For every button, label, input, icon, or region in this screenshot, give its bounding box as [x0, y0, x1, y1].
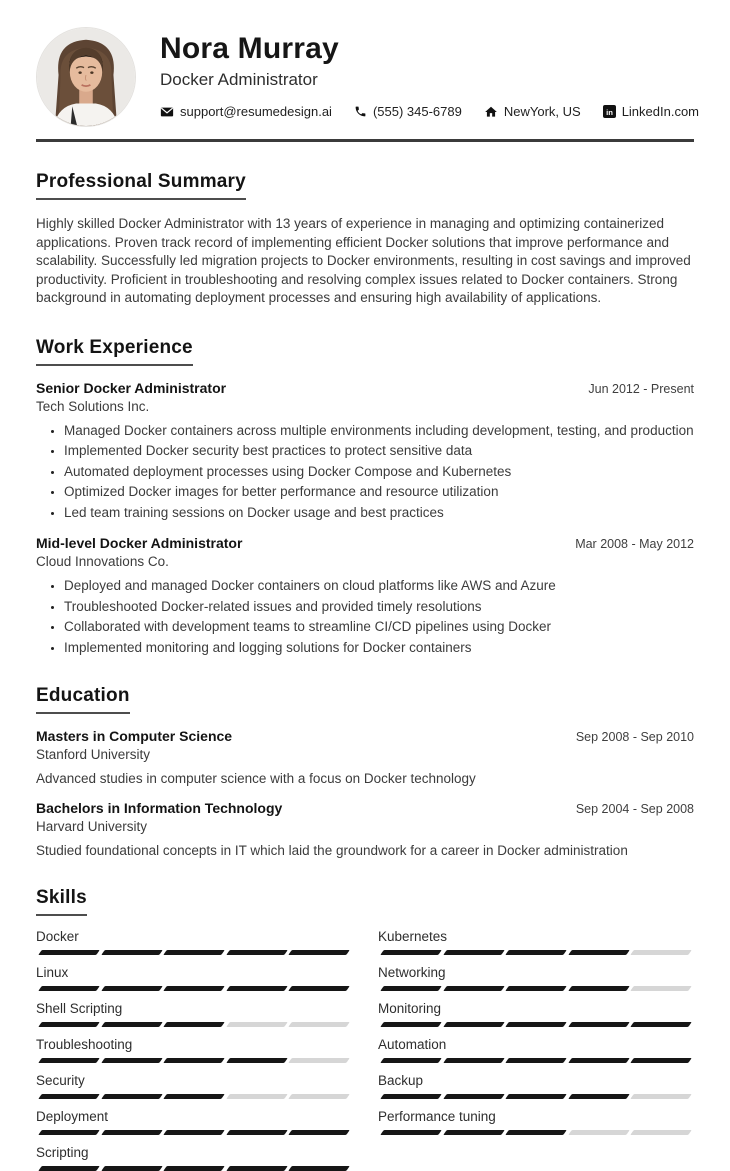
skill-segment-filled [443, 1130, 504, 1135]
skill-segment-filled [163, 1058, 224, 1063]
skill-segment-filled [631, 1058, 692, 1063]
contact-location-text: NewYork, US [503, 104, 581, 119]
skill-level-bar [36, 1094, 352, 1099]
skill-level-bar [378, 1130, 694, 1135]
skill-segment-filled [101, 1022, 162, 1027]
skill-segment-filled [505, 1094, 566, 1099]
person-job-title: Docker Administrator [160, 70, 318, 89]
skill-segment-filled [163, 1022, 224, 1027]
skill-segment-filled [38, 950, 99, 955]
skill-segment-filled [380, 986, 441, 991]
skill-segment-filled [38, 1058, 99, 1063]
skill-segment-filled [163, 1094, 224, 1099]
skill-segment-filled [289, 986, 350, 991]
section-professional-summary [36, 171, 694, 308]
person-name: Nora Murray [160, 32, 339, 65]
skill-name: Monitoring [378, 1001, 442, 1016]
contact-email[interactable] [160, 104, 332, 119]
skill-level-bar [36, 1166, 352, 1171]
skill-name: Shell Scripting [36, 1001, 123, 1016]
skill-level-bar [378, 1094, 694, 1099]
email-icon [160, 105, 174, 119]
skill-name: Linux [36, 965, 69, 980]
skill-level-bar [36, 950, 352, 955]
skill-segment-filled [226, 986, 287, 991]
job-entry [36, 380, 694, 522]
skill-segment-filled [443, 1058, 504, 1063]
skill-segment-filled [568, 1022, 629, 1027]
skill-item [378, 1108, 694, 1135]
skill-name: Performance tuning [378, 1109, 496, 1124]
skill-item [378, 1036, 694, 1063]
skill-level-bar [36, 986, 352, 991]
skill-segment-empty [631, 950, 692, 955]
skill-segment-filled [163, 1166, 224, 1171]
skill-segment-filled [289, 1130, 350, 1135]
skill-item [36, 1036, 352, 1063]
skill-segment-filled [568, 1094, 629, 1099]
skill-name: Networking [378, 965, 446, 980]
skill-name: Automation [378, 1037, 447, 1052]
skills-heading: Skills [36, 887, 87, 916]
skill-level-bar [378, 986, 694, 991]
section-skills [36, 887, 694, 1171]
skill-segment-filled [101, 1058, 162, 1063]
skill-item [36, 1144, 352, 1171]
skill-item [36, 928, 352, 955]
skill-segment-filled [226, 1166, 287, 1171]
skill-segment-filled [226, 1130, 287, 1135]
skill-segment-filled [380, 1022, 441, 1027]
job-bullet: • Managed Docker containers across multiple environments including development, testing, and production [64, 423, 694, 440]
linkedin-icon [603, 105, 616, 118]
skill-item [36, 1000, 352, 1027]
skill-level-bar [36, 1130, 352, 1135]
skill-name: Deployment [36, 1109, 109, 1124]
skill-level-bar [36, 1022, 352, 1027]
contact-location [484, 104, 581, 119]
skill-segment-filled [38, 986, 99, 991]
skill-item [36, 1072, 352, 1099]
header-identity [160, 27, 699, 119]
job-dates: Jun 2012 - Present [588, 381, 694, 396]
skill-segment-filled [289, 1166, 350, 1171]
job-bullet-list [36, 578, 694, 656]
phone-icon [354, 105, 367, 118]
skill-segment-filled [568, 1058, 629, 1063]
skill-segment-filled [163, 950, 224, 955]
skill-segment-filled [289, 950, 350, 955]
skill-segment-filled [38, 1130, 99, 1135]
degree-entry [36, 728, 694, 786]
job-bullet: • Automated deployment processes using Docker Compose and Kubernetes [64, 464, 694, 481]
skill-item [36, 1108, 352, 1135]
job-bullet: • Led team training sessions on Docker usage and best practices [64, 505, 694, 522]
skill-name: Kubernetes [378, 929, 448, 944]
avatar-portrait-illustration [37, 28, 135, 126]
skill-segment-filled [163, 986, 224, 991]
skill-name: Troubleshooting [36, 1037, 133, 1052]
skill-name: Scripting [36, 1145, 89, 1160]
skill-level-bar [378, 1022, 694, 1027]
svg-text:in: in [605, 107, 613, 117]
skill-segment-filled [226, 950, 287, 955]
summary-heading: Professional Summary [36, 171, 246, 200]
skill-segment-filled [101, 986, 162, 991]
skill-segment-filled [380, 950, 441, 955]
skill-segment-filled [505, 950, 566, 955]
skill-segment-filled [505, 1130, 566, 1135]
degree-dates: Sep 2008 - Sep 2010 [575, 730, 694, 744]
skill-segment-filled [101, 950, 162, 955]
job-company: Tech Solutions Inc. [36, 398, 150, 414]
skill-segment-filled [568, 986, 629, 991]
skill-name: Backup [378, 1073, 424, 1088]
job-bullet: • Deployed and managed Docker containers on cloud platforms like AWS and Azure [64, 578, 694, 595]
contact-row [160, 104, 699, 119]
skill-segment-empty [289, 1022, 350, 1027]
skill-segment-filled [443, 950, 504, 955]
skill-segment-filled [505, 1058, 566, 1063]
section-education [36, 685, 694, 858]
job-bullet: • Implemented monitoring and logging solutions for Docker containers [64, 640, 694, 657]
job-dates: Mar 2008 - May 2012 [575, 537, 694, 551]
skill-segment-filled [443, 1022, 504, 1027]
skill-segment-filled [505, 986, 566, 991]
skill-item [378, 1072, 694, 1099]
skill-segment-filled [226, 1058, 287, 1063]
job-title: Mid-level Docker Administrator [36, 535, 243, 551]
skill-segment-filled [101, 1130, 162, 1135]
degree-school: Stanford University [36, 747, 151, 762]
skill-segment-filled [568, 950, 629, 955]
skill-segment-filled [38, 1094, 99, 1099]
skill-segment-filled [380, 1130, 441, 1135]
avatar [36, 27, 136, 127]
section-work-experience [36, 337, 694, 657]
skills-grid [36, 928, 694, 1171]
skill-level-bar [36, 1058, 352, 1063]
skill-name: Docker [36, 929, 79, 944]
skill-segment-filled [380, 1094, 441, 1099]
contact-phone[interactable] [354, 104, 462, 119]
degree-title: Bachelors in Information Technology [36, 800, 283, 816]
contact-linkedin-text: LinkedIn.com [621, 104, 700, 119]
skill-segment-filled [443, 986, 504, 991]
job-bullet: • Troubleshooted Docker-related issues and provided timely resolutions [64, 599, 694, 616]
skill-segment-empty [226, 1022, 287, 1027]
skill-segment-filled [380, 1058, 441, 1063]
job-bullet: • Optimized Docker images for better performance and resource utilization [64, 484, 694, 501]
degree-entry [36, 800, 694, 858]
skill-segment-empty [568, 1130, 629, 1135]
skill-segment-empty [631, 986, 692, 991]
skill-segment-filled [505, 1022, 566, 1027]
skill-segment-empty [631, 1130, 692, 1135]
skill-segment-filled [38, 1166, 99, 1171]
job-title: Senior Docker Administrator [36, 379, 227, 396]
home-icon [484, 105, 498, 119]
skill-segment-filled [101, 1094, 162, 1099]
skill-segment-filled [38, 1022, 99, 1027]
summary-text: Highly skilled Docker Administrator with 13 years of experience in managing and optimizing containerized applications. Proven track record of implementing efficient Docker solutions that improve performance and scalability. Successfully led migration projects to Docker environments, resulting in cost savings and improved productivity. Proficient in troubleshooting and resolving complex issues related to Docker containers. Strong background in automating deployment processes and ensuring high availability of applications. [36, 216, 691, 305]
skill-segment-empty [631, 1094, 692, 1099]
job-company: Cloud Innovations Co. [36, 554, 169, 569]
job-bullet-list [36, 423, 694, 522]
degree-school: Harvard University [36, 819, 148, 834]
skill-item [36, 964, 352, 991]
skill-segment-filled [101, 1166, 162, 1171]
skill-item [378, 1000, 694, 1027]
contact-email-text: support@resumedesign.ai [180, 104, 332, 119]
skill-segment-filled [631, 1022, 692, 1027]
experience-heading: Work Experience [36, 337, 193, 366]
job-bullet: • Implemented Docker security best practices to protect sensitive data [64, 443, 694, 460]
skill-level-bar [378, 1058, 694, 1063]
degree-description: Studied foundational concepts in IT which laid the groundwork for a career in Docker administration [36, 843, 628, 858]
skill-item [378, 928, 694, 955]
skill-item [378, 964, 694, 991]
degree-dates: Sep 2004 - Sep 2008 [575, 802, 694, 816]
job-bullet: • Collaborated with development teams to streamline CI/CD pipelines using Docker [64, 619, 694, 636]
skill-segment-empty [289, 1058, 350, 1063]
contact-phone-text: (555) 345-6789 [372, 104, 462, 119]
skill-segment-empty [226, 1094, 287, 1099]
job-entry [36, 535, 694, 656]
education-heading: Education [36, 685, 130, 714]
contact-linkedin[interactable] [603, 104, 699, 119]
resume-header [36, 27, 700, 127]
skill-segment-filled [163, 1130, 224, 1135]
degree-description: Advanced studies in computer science with a focus on Docker technology [36, 771, 476, 786]
skill-segment-empty [289, 1094, 350, 1099]
skill-name: Security [36, 1073, 85, 1088]
skill-segment-filled [443, 1094, 504, 1099]
header-divider [36, 139, 694, 142]
degree-title: Masters in Computer Science [36, 728, 233, 744]
skill-level-bar [378, 950, 694, 955]
